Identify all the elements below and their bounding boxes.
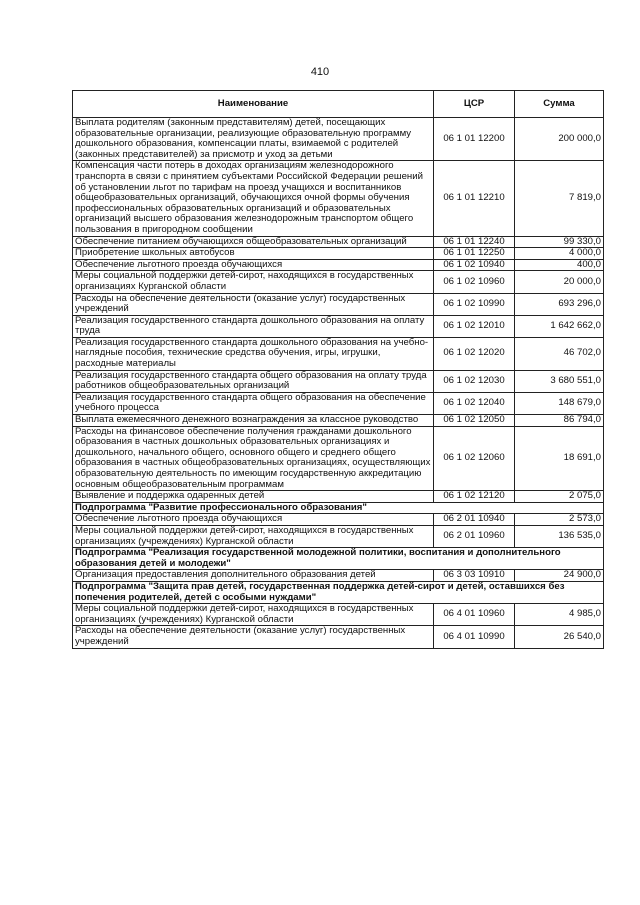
table-row [73,514,604,526]
cell-sum: 148 679,0 [515,392,604,414]
cell-sum: 200 000,0 [515,118,604,161]
table-row [73,426,604,491]
table-body [73,118,604,649]
cell-sum: 4 985,0 [515,604,604,626]
subprogram-title: Подпрограмма "Реализация государственной молодежной политики, воспитания и дополнительного образования детей и молодежи" [73,548,604,570]
cell-csr: 06 1 02 12030 [434,370,515,392]
table-row [73,248,604,260]
cell-csr: 06 1 01 12250 [434,248,515,260]
header-csr: ЦСР [434,91,515,118]
table-row [73,415,604,427]
table-row [73,271,604,293]
table-row [73,236,604,248]
cell-csr: 06 3 03 10910 [434,570,515,582]
table-row [73,259,604,271]
subprogram-row [73,548,604,570]
table-header-row [73,91,604,118]
cell-name: Обеспечение питанием обучающихся общеобразовательных организаций [73,236,434,248]
cell-name: Реализация государственного стандарта общего образования на оплату труда работников общеобразовательных организаций [73,370,434,392]
cell-name: Обеспечение льготного проезда обучающихся [73,259,434,271]
table-row [73,604,604,626]
cell-sum: 400,0 [515,259,604,271]
cell-sum: 26 540,0 [515,626,604,648]
cell-name: Выплата ежемесячного денежного вознаграждения за классное руководство [73,415,434,427]
cell-csr: 06 1 02 12120 [434,491,515,503]
cell-name: Выявление и поддержка одаренных детей [73,491,434,503]
cell-sum: 2 573,0 [515,514,604,526]
cell-sum: 24 900,0 [515,570,604,582]
cell-name: Выплата родителям (законным представителям) детей, посещающих образовательные организации, реализующие образовательную программу дошкольного образования, компенсации платы, взимаемой с родителей (законных представителей) за присмотр и уход за детьми [73,118,434,161]
table-row [73,525,604,547]
table-row [73,161,604,236]
cell-csr: 06 1 02 12010 [434,315,515,337]
cell-csr: 06 1 02 12040 [434,392,515,414]
table-row [73,293,604,315]
subprogram-row [73,581,604,603]
table-row [73,118,604,161]
cell-name: Организация предоставления дополнительного образования детей [73,570,434,582]
cell-sum: 693 296,0 [515,293,604,315]
cell-sum: 20 000,0 [515,271,604,293]
cell-name: Расходы на финансовое обеспечение получения гражданами дошкольного образования в частных дошкольных образовательных организациях и дошкольного, начального общего, основного общего и среднего общего образования в частных общеобразовательных организациях, осуществляющих образовательную деятельность по имеющим государственную аккредитацию основным общеобразовательным программам [73,426,434,491]
cell-sum: 136 535,0 [515,525,604,547]
cell-sum: 1 642 662,0 [515,315,604,337]
cell-name: Меры социальной поддержки детей-сирот, находящихся в государственных организациях (учреждениях) Курганской области [73,525,434,547]
cell-name: Меры социальной поддержки детей-сирот, находящихся в государственных организациях Курганской области [73,271,434,293]
cell-csr: 06 1 02 10990 [434,293,515,315]
header-sum: Сумма [515,91,604,118]
header-name: Наименование [73,91,434,118]
table-row [73,315,604,337]
cell-csr: 06 2 01 10960 [434,525,515,547]
cell-csr: 06 4 01 10960 [434,604,515,626]
cell-csr: 06 2 01 10940 [434,514,515,526]
cell-csr: 06 1 01 12240 [434,236,515,248]
cell-name: Меры социальной поддержки детей-сирот, находящихся в государственных организациях (учреждениях) Курганской области [73,604,434,626]
cell-csr: 06 1 02 10940 [434,259,515,271]
cell-csr: 06 4 01 10990 [434,626,515,648]
cell-csr: 06 1 02 12050 [434,415,515,427]
cell-csr: 06 1 01 12210 [434,161,515,236]
table-row [73,370,604,392]
cell-name: Расходы на обеспечение деятельности (оказание услуг) государственных учреждений [73,626,434,648]
cell-sum: 2 075,0 [515,491,604,503]
cell-csr: 06 1 02 10960 [434,271,515,293]
cell-sum: 18 691,0 [515,426,604,491]
table-row [73,491,604,503]
budget-table [72,90,604,649]
cell-sum: 86 794,0 [515,415,604,427]
subprogram-row [73,502,604,514]
cell-name: Реализация государственного стандарта дошкольного образования на оплату труда [73,315,434,337]
cell-csr: 06 1 01 12200 [434,118,515,161]
cell-sum: 7 819,0 [515,161,604,236]
table-row [73,337,604,370]
cell-name: Компенсация части потерь в доходах организациям железнодорожного транспорта в связи с принятием субъектами Российской Федерации решений об установлении льгот по тарифам на проезд учащихся и воспитанников общеобразовательных организаций, обучающихся очной формы обучения профессиональных образовательных организаций и образовательных организаций высшего образования железнодорожным транспортом общего пользования в пригородном сообщении [73,161,434,236]
page-number: 410 [310,66,330,78]
cell-sum: 4 000,0 [515,248,604,260]
table-row [73,570,604,582]
cell-csr: 06 1 02 12020 [434,337,515,370]
cell-sum: 99 330,0 [515,236,604,248]
cell-name: Реализация государственного стандарта общего образования на обеспечение учебного процесса [73,392,434,414]
table-row [73,392,604,414]
subprogram-title: Подпрограмма "Развитие профессионального образования" [73,502,604,514]
cell-name: Приобретение школьных автобусов [73,248,434,260]
cell-name: Обеспечение льготного проезда обучающихся [73,514,434,526]
cell-name: Расходы на обеспечение деятельности (оказание услуг) государственных учреждений [73,293,434,315]
subprogram-title: Подпрограмма "Защита прав детей, государственная поддержка детей-сирот и детей, оставшихся без попечения родителей, детей с особыми нуждами" [73,581,604,603]
cell-sum: 3 680 551,0 [515,370,604,392]
cell-sum: 46 702,0 [515,337,604,370]
table-row [73,626,604,648]
cell-name: Реализация государственного стандарта дошкольного образования на учебно-наглядные пособия, технические средства обучения, игры, игрушки, расходные материалы [73,337,434,370]
cell-csr: 06 1 02 12060 [434,426,515,491]
